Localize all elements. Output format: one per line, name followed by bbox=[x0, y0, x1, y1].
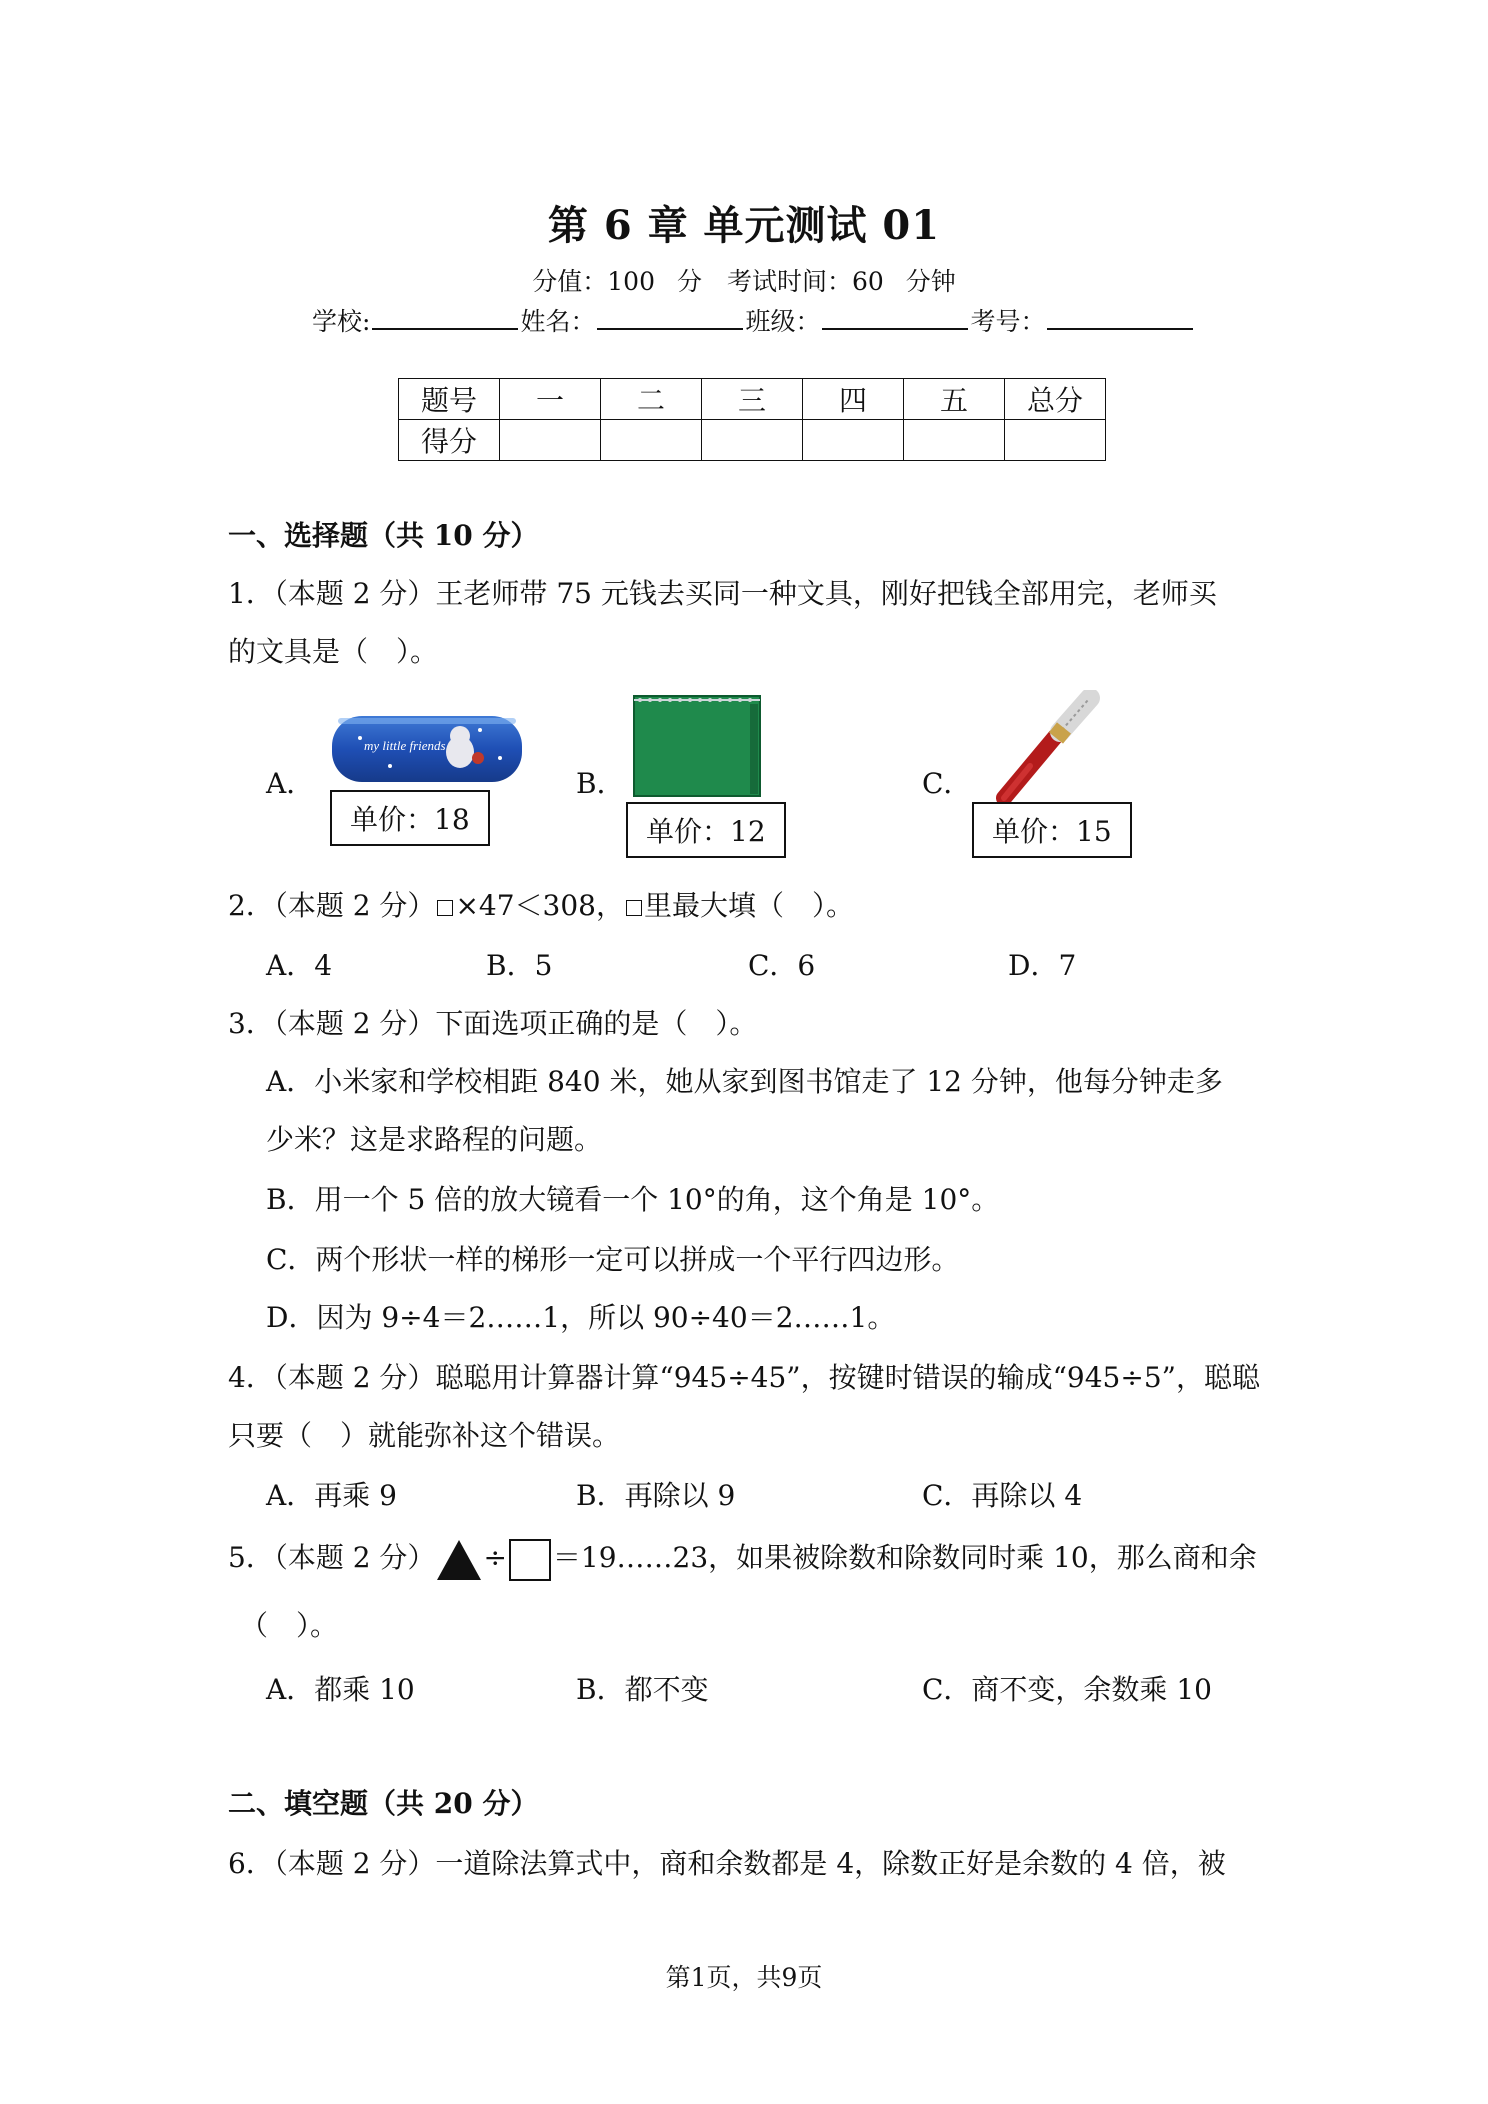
q3-option-d: D．因为 9÷4＝2……1，所以 90÷40＝2……1。 bbox=[266, 1301, 896, 1334]
class-blank[interactable] bbox=[822, 306, 968, 330]
q1-line1: 1．（本题 2 分）王老师带 75 元钱去买同一种文具，刚好把钱全部用完，老师买 bbox=[228, 577, 1217, 610]
q2-option-b: B．5 bbox=[486, 949, 553, 982]
pencil-case-icon bbox=[330, 708, 524, 790]
score-cell[interactable] bbox=[1005, 420, 1106, 461]
q5-line1 bbox=[228, 1536, 1257, 1581]
section-2-heading: 二、填空题（共 20 分） bbox=[228, 1787, 539, 1820]
score-cell[interactable] bbox=[702, 420, 803, 461]
class-label: 班级： bbox=[745, 307, 821, 336]
q4-line2: 只要（ ）就能弥补这个错误。 bbox=[228, 1419, 621, 1452]
q2-prefix: 2．（本题 2 分） bbox=[228, 889, 436, 922]
q2-option-a: A．4 bbox=[266, 949, 333, 982]
section-1-heading: 一、选择题（共 10 分） bbox=[228, 519, 539, 552]
pen-icon bbox=[990, 690, 1110, 802]
score-header-cell: 题号 bbox=[399, 379, 500, 420]
score-cell[interactable] bbox=[601, 420, 702, 461]
score-header-cell: 总分 bbox=[1005, 379, 1106, 420]
q5-line2: （ ）。 bbox=[240, 1609, 339, 1642]
q4-option-c: C．再除以 4 bbox=[922, 1479, 1083, 1512]
page-title: 第 6 章 单元测试 01 bbox=[547, 202, 941, 249]
triangle-icon bbox=[437, 1540, 481, 1580]
score-cell[interactable] bbox=[904, 420, 1005, 461]
score-cell[interactable] bbox=[500, 420, 601, 461]
q5-prefix: 5．（本题 2 分） bbox=[228, 1541, 436, 1574]
q6-line1: 6．（本题 2 分）一道除法算式中，商和余数都是 4，除数正好是余数的 4 倍，被 bbox=[228, 1847, 1226, 1880]
q2-option-c: C．6 bbox=[748, 949, 816, 982]
q2-stem bbox=[228, 884, 854, 924]
school-blank[interactable] bbox=[372, 306, 518, 330]
q1-option-b-label: B． bbox=[576, 767, 625, 800]
q4-option-b: B．再除以 9 bbox=[576, 1479, 736, 1512]
score-header-cell: 一 bbox=[500, 379, 601, 420]
q1-option-c-price: 单价：15 bbox=[972, 802, 1132, 858]
exam-no-blank[interactable] bbox=[1047, 306, 1193, 330]
q2-mid1: ×47＜308， bbox=[455, 889, 624, 922]
q3-option-a-line2: 少米？这是求路程的问题。 bbox=[266, 1123, 603, 1156]
page-footer: 第1页，共9页 bbox=[665, 1963, 823, 1992]
q5-option-b: B．都不变 bbox=[576, 1673, 709, 1706]
q4-line1: 4．（本题 2 分）聪聪用计算器计算“945÷45”，按键时错误的输成“945÷5”，聪聪 bbox=[228, 1361, 1260, 1394]
score-value-row bbox=[399, 420, 1106, 461]
q2-option-d: D．7 bbox=[1008, 949, 1077, 982]
exam-meta: 分值：100 分 考试时间：60 分钟 bbox=[532, 267, 956, 296]
score-header-cell: 三 bbox=[702, 379, 803, 420]
exam-no-label: 考号： bbox=[970, 307, 1046, 336]
score-header-cell: 五 bbox=[904, 379, 1005, 420]
blank-box-icon bbox=[437, 900, 453, 916]
name-blank[interactable] bbox=[597, 306, 743, 330]
score-header-cell: 四 bbox=[803, 379, 904, 420]
score-table bbox=[398, 378, 1106, 461]
q5-option-a: A．都乘 10 bbox=[266, 1673, 415, 1706]
square-icon bbox=[509, 1539, 551, 1581]
blank-box-icon bbox=[626, 900, 642, 916]
q1-line2: 的文具是（ ）。 bbox=[228, 635, 439, 668]
q3-option-c: C．两个形状一样的梯形一定可以拼成一个平行四边形。 bbox=[266, 1243, 960, 1276]
notebook-icon bbox=[630, 694, 764, 798]
q3-option-b: B．用一个 5 倍的放大镜看一个 10°的角，这个角是 10°。 bbox=[266, 1183, 1000, 1216]
q3-stem: 3．（本题 2 分）下面选项正确的是（ ）。 bbox=[228, 1007, 758, 1040]
q1-option-b-price: 单价：12 bbox=[626, 802, 786, 858]
school-label: 学校: bbox=[312, 307, 371, 336]
score-header-row bbox=[399, 379, 1106, 420]
q5-rest: ＝19……23，如果被除数和除数同时乘 10，那么商和余 bbox=[552, 1541, 1257, 1574]
q1-option-a-price: 单价：18 bbox=[330, 790, 490, 846]
score-row-label: 得分 bbox=[399, 420, 500, 461]
q4-option-a: A．再乘 9 bbox=[266, 1479, 397, 1512]
student-info-line bbox=[312, 302, 1195, 338]
score-header-cell: 二 bbox=[601, 379, 702, 420]
score-cell[interactable] bbox=[803, 420, 904, 461]
q1-option-a-label: A． bbox=[266, 767, 315, 800]
q5-option-c: C．商不变，余数乘 10 bbox=[922, 1673, 1212, 1706]
name-label: 姓名： bbox=[520, 307, 596, 336]
q5-divide: ÷ bbox=[483, 1541, 507, 1574]
q1-option-c-label: C． bbox=[922, 767, 972, 800]
pencil-case-text: my little friends bbox=[364, 738, 446, 753]
q3-option-a-line1: A．小米家和学校相距 840 米，她从家到图书馆走了 12 分钟，他每分钟走多 bbox=[266, 1065, 1223, 1098]
q2-mid2: 里最大填（ ）。 bbox=[643, 889, 854, 922]
